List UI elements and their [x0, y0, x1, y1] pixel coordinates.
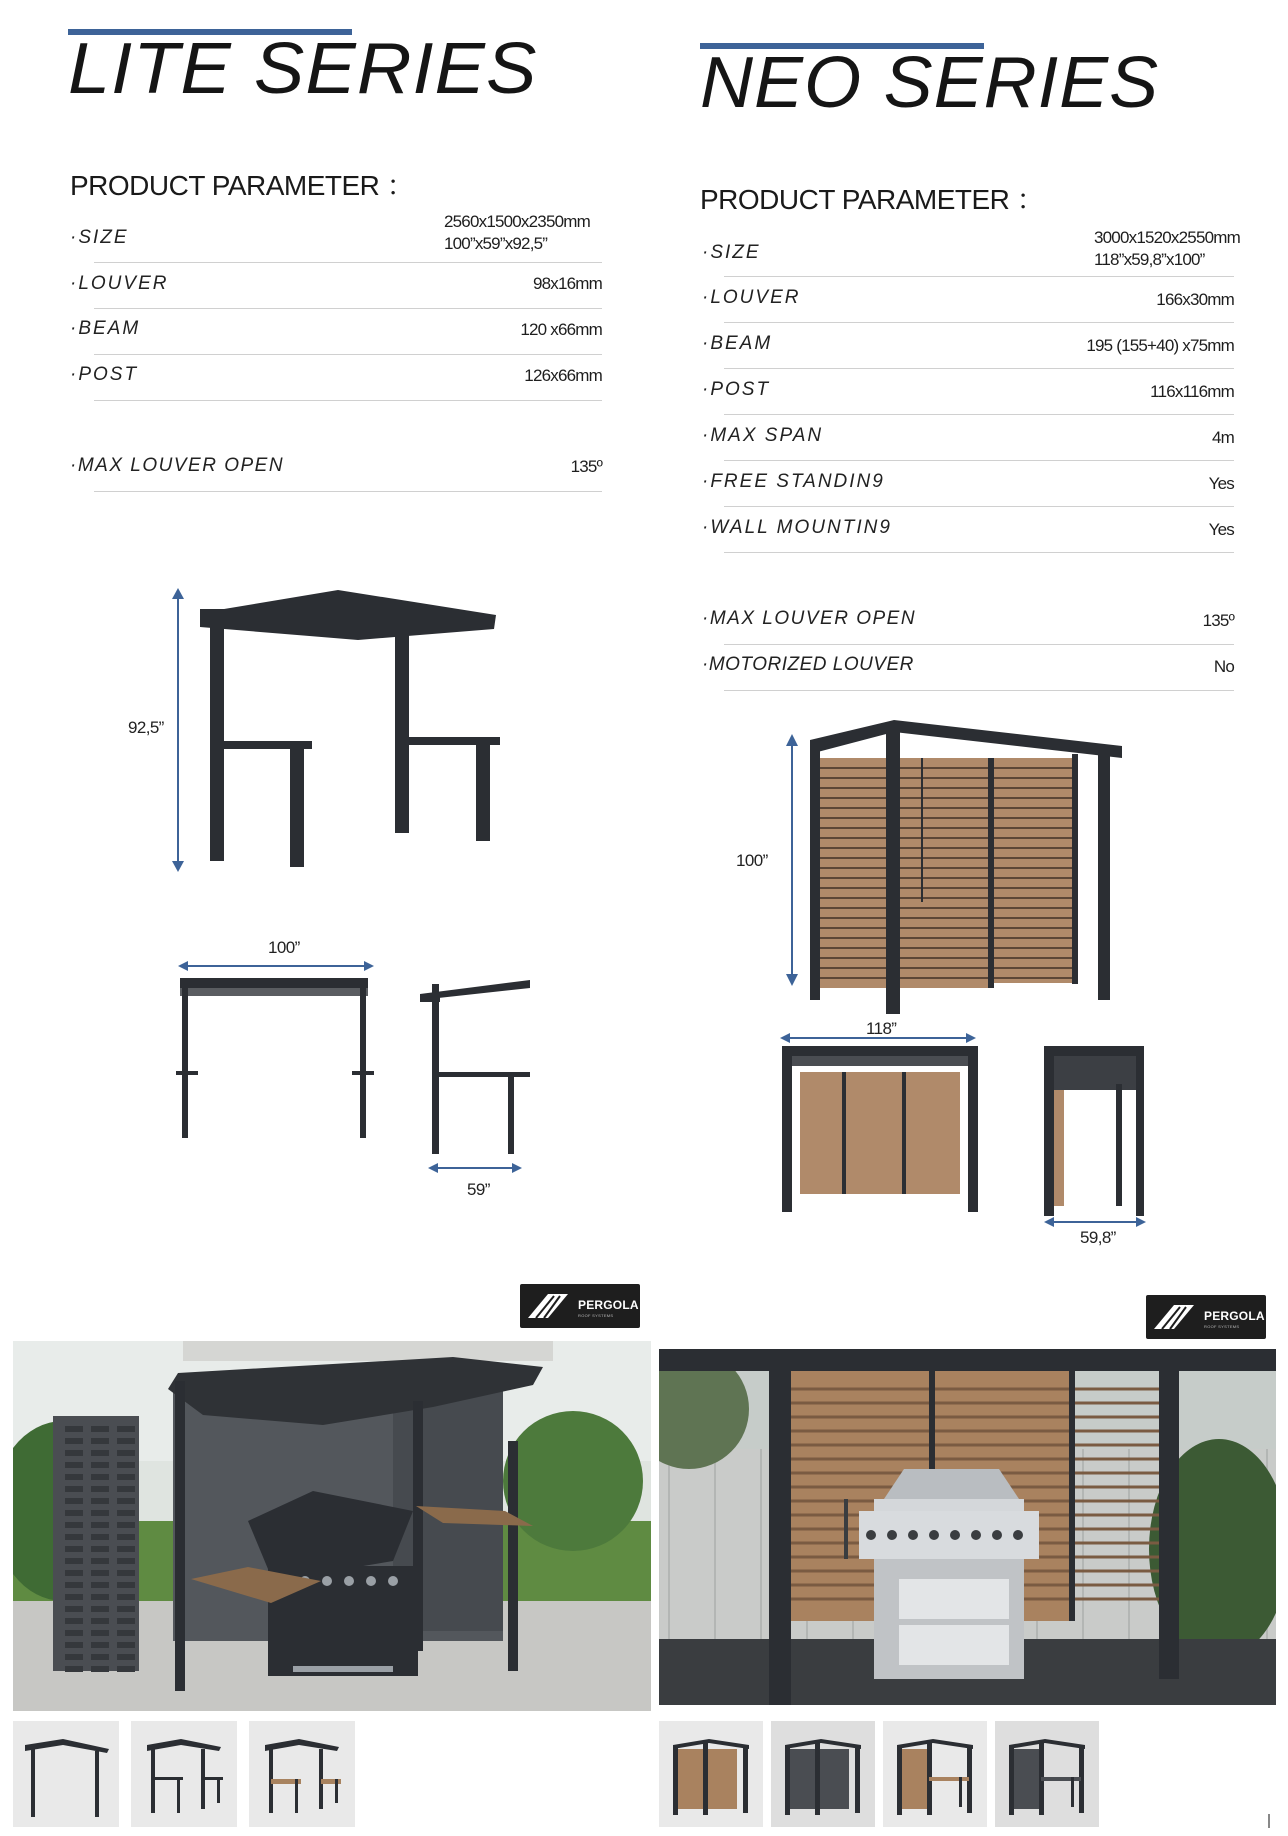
stone-block	[117, 1522, 135, 1528]
stone-block	[117, 1570, 135, 1576]
pergola-logo-text: PERGOLA	[1204, 1309, 1265, 1323]
stone-block	[117, 1438, 135, 1444]
stone-block	[117, 1618, 135, 1624]
neo-divider	[724, 460, 1234, 461]
neo-divider	[724, 276, 1234, 277]
grill-knob	[1013, 1530, 1023, 1540]
lite-row-beam-value: 120 x66mm	[520, 320, 602, 339]
stone-block	[65, 1654, 83, 1660]
stone-block	[91, 1606, 109, 1612]
stone-block	[65, 1474, 83, 1480]
lite-thumbnail-1-illustration	[13, 1721, 119, 1827]
lite-row-beam-label: ·BEAM	[70, 318, 141, 339]
stone-block	[117, 1630, 135, 1636]
stone-block	[65, 1426, 83, 1432]
neo-depth-dimension: 59,8”	[1080, 1228, 1116, 1247]
neo-row-free-standing-label: ·FREE STANDIN9	[702, 471, 885, 492]
stone-block	[117, 1582, 135, 1588]
neo-row-size-value	[1094, 227, 1240, 271]
neo-series-title: NEO SERIES	[700, 43, 1160, 123]
grill-knob	[322, 1576, 332, 1586]
pergola-logo-text: PERGOLA	[578, 1298, 639, 1312]
neo-row-size-label: ·SIZE	[702, 242, 761, 263]
stone-block	[91, 1510, 109, 1516]
lite-param-heading: PRODUCT PARAMETER ：	[70, 170, 415, 201]
stone-block	[65, 1462, 83, 1468]
neo-divider	[724, 414, 1234, 415]
lite-thumbnail-3-illustration	[249, 1721, 355, 1827]
neo-row-wall-mounting-label: ·WALL MOUNTIN9	[702, 517, 892, 538]
stone-block	[65, 1570, 83, 1576]
neo-motorized-louver-label: ·MOTORIZED LOUVER	[702, 654, 914, 675]
stone-block	[91, 1462, 109, 1468]
photo-strip	[0, 1275, 1288, 1836]
stone-block	[117, 1450, 135, 1456]
neo-thumbnail-4[interactable]	[995, 1721, 1099, 1827]
lite-row-post-label: ·POST	[70, 364, 139, 385]
grill-knob	[366, 1576, 376, 1586]
neo-thumbnail-1[interactable]	[659, 1721, 763, 1827]
grill-knob	[950, 1530, 960, 1540]
lite-depth-dimension: 59”	[467, 1180, 490, 1199]
lite-row-size-value-mm: 2560x1500x2350mm	[444, 212, 590, 231]
lite-row-size-value-in: 100”x59”x92,5”	[444, 234, 548, 253]
pergola-logo-subtext: ROOF SYSTEMS	[1204, 1324, 1240, 1329]
neo-thumbnail-3[interactable]	[883, 1721, 987, 1827]
lite-thumbnail-2-illustration	[131, 1721, 237, 1827]
neo-height-dimension: 100”	[736, 851, 768, 870]
stone-block	[65, 1558, 83, 1564]
neo-perspective-drawing	[782, 718, 1122, 1018]
lite-front-elevation	[176, 958, 376, 1158]
neo-front-elevation	[778, 1032, 982, 1216]
lite-thumbnail-3[interactable]	[249, 1721, 355, 1827]
grill-knob	[908, 1530, 918, 1540]
stone-block	[65, 1606, 83, 1612]
pergola-logo-icon	[526, 1292, 574, 1320]
neo-divider	[724, 506, 1234, 507]
lite-row-louver-value: 98x16mm	[532, 274, 602, 293]
stone-block	[91, 1426, 109, 1432]
neo-row-post-value: 116x116mm	[1150, 382, 1234, 401]
grill-knob	[388, 1576, 398, 1586]
stone-block	[117, 1498, 135, 1504]
grill-knob	[992, 1530, 1002, 1540]
stone-block	[91, 1522, 109, 1528]
stone-block	[91, 1666, 109, 1672]
lite-divider	[94, 354, 602, 355]
lite-width-dimension: 100”	[268, 938, 300, 957]
neo-side-elevation	[1040, 1044, 1150, 1228]
stone-block	[91, 1630, 109, 1636]
neo-row-beam-label: ·BEAM	[702, 333, 773, 354]
stone-block	[65, 1486, 83, 1492]
stone-block	[117, 1462, 135, 1468]
stone-block	[65, 1546, 83, 1552]
stone-block	[117, 1486, 135, 1492]
neo-row-louver-value: 166x30mm	[1156, 290, 1234, 309]
stone-block	[65, 1642, 83, 1648]
stone-block	[117, 1426, 135, 1432]
stone-block	[65, 1618, 83, 1624]
stone-block	[91, 1534, 109, 1540]
stone-block	[91, 1594, 109, 1600]
stone-block	[65, 1594, 83, 1600]
lite-row-post-value: 126x66mm	[524, 366, 602, 385]
neo-motorized-louver-value: No	[1213, 657, 1234, 676]
neo-divider	[724, 552, 1234, 553]
stone-block	[91, 1642, 109, 1648]
neo-photo-illustration	[659, 1349, 1276, 1705]
stone-block	[65, 1510, 83, 1516]
lite-product-photo	[13, 1341, 651, 1711]
stone-block	[65, 1522, 83, 1528]
neo-divider	[724, 644, 1234, 645]
lite-divider	[94, 308, 602, 309]
neo-max-louver-label: ·MAX LOUVER OPEN	[702, 608, 917, 629]
neo-row-max-span-label: ·MAX SPAN	[702, 425, 824, 446]
stone-block	[65, 1582, 83, 1588]
stone-block	[117, 1510, 135, 1516]
scroll-indicator[interactable]	[1268, 1814, 1270, 1828]
stone-block	[91, 1570, 109, 1576]
grill-knob	[971, 1530, 981, 1540]
stone-block	[91, 1450, 109, 1456]
stone-block	[117, 1666, 135, 1672]
pergola-logo-subtext: ROOF SYSTEMS	[578, 1313, 614, 1318]
neo-row-beam-value: 195 (155+40) x75mm	[1086, 336, 1234, 355]
stone-block	[117, 1594, 135, 1600]
stone-block	[117, 1558, 135, 1564]
stone-block	[117, 1474, 135, 1480]
lite-thumbnail-2[interactable]	[131, 1721, 237, 1827]
stone-block	[91, 1558, 109, 1564]
stone-block	[65, 1534, 83, 1540]
lite-series-title: LITE SERIES	[68, 29, 538, 109]
neo-thumbnail-2-illustration	[771, 1721, 875, 1827]
grill-knob	[887, 1530, 897, 1540]
grill-knob	[866, 1530, 876, 1540]
neo-row-free-standing-value: Yes	[1208, 474, 1234, 493]
lite-divider	[94, 491, 602, 492]
neo-thumbnail-1-illustration	[659, 1721, 763, 1827]
neo-product-photo	[659, 1349, 1276, 1705]
stone-block	[91, 1438, 109, 1444]
neo-row-max-span-value: 4m	[1211, 428, 1234, 447]
neo-divider	[724, 322, 1234, 323]
stone-block	[65, 1630, 83, 1636]
stone-block	[117, 1546, 135, 1552]
stone-block	[117, 1642, 135, 1648]
pergola-logo	[1146, 1295, 1266, 1339]
lite-divider	[94, 262, 602, 263]
stone-block	[65, 1450, 83, 1456]
lite-row-size-label: ·SIZE	[70, 227, 129, 248]
lite-max-louver-label: ·MAX LOUVER OPEN	[70, 455, 285, 476]
lite-height-dimension: 92,5”	[128, 718, 164, 737]
pergola-logo-icon	[1152, 1303, 1200, 1331]
neo-row-size-value-mm: 3000x1520x2550mm	[1094, 228, 1240, 247]
grill-knob	[344, 1576, 354, 1586]
lite-thumbnail-1[interactable]	[13, 1721, 119, 1827]
grill-knob	[929, 1530, 939, 1540]
neo-param-heading: PRODUCT PARAMETER ：	[700, 184, 1045, 215]
neo-thumbnail-4-illustration	[995, 1721, 1099, 1827]
neo-divider	[724, 690, 1234, 691]
stone-block	[65, 1666, 83, 1672]
neo-row-wall-mounting-value: Yes	[1208, 520, 1234, 539]
stone-block	[91, 1654, 109, 1660]
stone-block	[91, 1582, 109, 1588]
stone-block	[65, 1438, 83, 1444]
lite-photo-illustration	[13, 1341, 651, 1711]
neo-thumbnail-2[interactable]	[771, 1721, 875, 1827]
stone-block	[117, 1534, 135, 1540]
stone-block	[65, 1498, 83, 1504]
lite-max-louver-value: 135º	[570, 457, 602, 476]
stone-block	[91, 1498, 109, 1504]
neo-row-louver-label: ·LOUVER	[702, 287, 801, 308]
stone-block	[117, 1654, 135, 1660]
neo-row-post-label: ·POST	[702, 379, 771, 400]
stone-block	[91, 1618, 109, 1624]
lite-row-louver-label: ·LOUVER	[70, 273, 169, 294]
stone-block	[91, 1474, 109, 1480]
stone-block	[91, 1546, 109, 1552]
lite-row-size-value	[444, 211, 590, 255]
stone-block	[91, 1486, 109, 1492]
stone-block	[117, 1606, 135, 1612]
neo-divider	[724, 368, 1234, 369]
neo-max-louver-value: 135º	[1202, 611, 1234, 630]
lite-perspective-drawing	[160, 585, 520, 885]
neo-width-dimension: 118”	[866, 1019, 897, 1038]
pergola-logo	[520, 1284, 640, 1328]
neo-row-size-value-in: 118”x59,8”x100”	[1094, 250, 1205, 269]
neo-thumbnail-3-illustration	[883, 1721, 987, 1827]
lite-divider	[94, 400, 602, 401]
lite-side-elevation	[412, 972, 542, 1182]
